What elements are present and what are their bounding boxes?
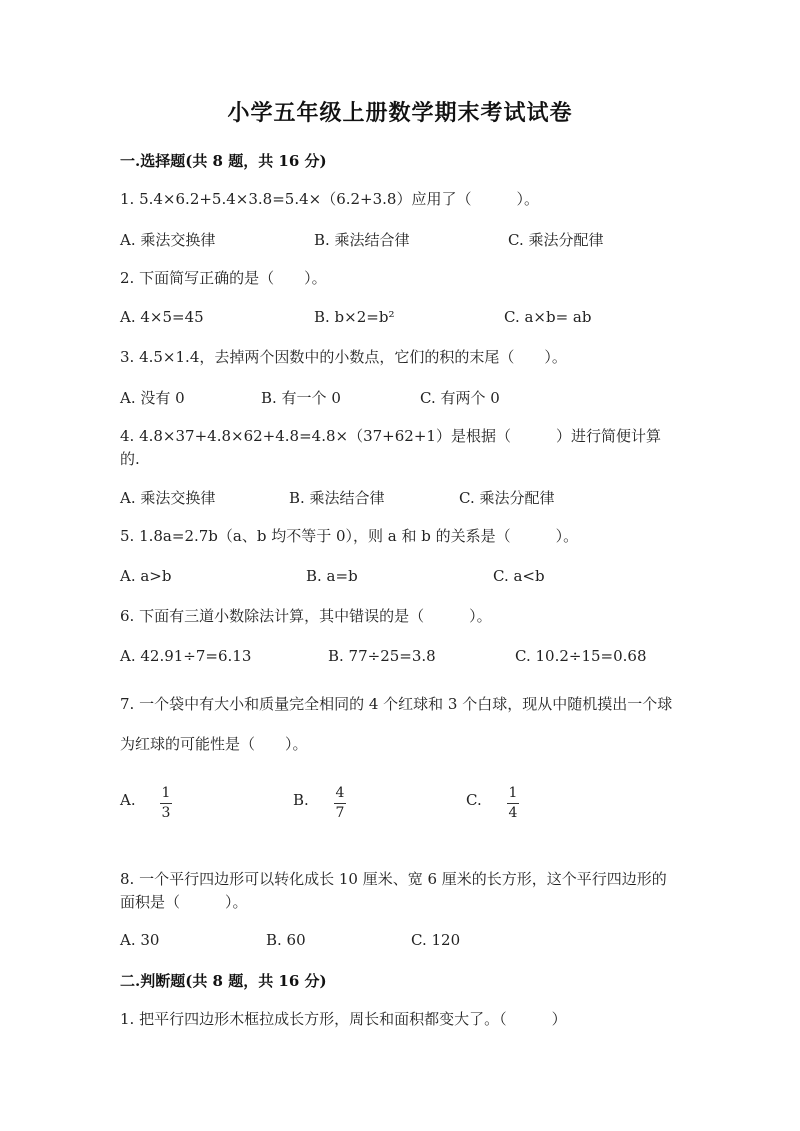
question-5: 5. 1.8a=2.7b（a、b 均不等于 0），则 a 和 b 的关系是（ ）。 (120, 527, 579, 545)
fraction-bar (334, 803, 346, 804)
question-6: 6. 下面有三道小数除法计算，其中错误的是（ ）。 (120, 607, 492, 625)
question-6-option-a: A. 42.91÷7=6.13 (120, 647, 252, 665)
fraction-four-sevenths (334, 786, 346, 821)
question-7-option-b: B. (293, 791, 309, 809)
section-heading-judgement: 二.判断题(共 8 题，共 16 分) (120, 972, 327, 990)
question-3: 3. 4.5×1.4，去掉两个因数中的小数点，它们的积的末尾（ ）。 (120, 348, 567, 366)
fraction-numerator: 1 (161, 785, 171, 801)
fraction-denominator: 3 (161, 805, 171, 821)
question-4: 4. 4.8×37+4.8×62+4.8=4.8×（37+62+1）是根据（ ）进行简便计算的. (120, 427, 661, 468)
question-3-option-a: A. 没有 0 (120, 389, 185, 407)
question-8: 8. 一个平行四边形可以转化成长 10 厘米、宽 6 厘米的长方形，这个平行四边形的面积是（ ）。 (120, 870, 667, 911)
fraction-numerator: 4 (335, 785, 345, 801)
question-1: 1. 5.4×6.2+5.4×3.8=5.4×（6.2+3.8）应用了（ ）。 (120, 190, 539, 208)
question-5-option-b: B. a=b (306, 567, 358, 585)
question-4-option-c: C. 乘法分配律 (459, 489, 555, 507)
fraction-denominator: 7 (335, 805, 345, 821)
question-7-option-a: A. (120, 791, 136, 809)
question-7: 7. 一个袋中有大小和质量完全相同的 4 个红球和 3 个白球，现从中随机摸出一个球为红球的可能性是（ ）。 (120, 695, 673, 753)
question-3-option-b: B. 有一个 0 (261, 389, 341, 407)
fraction-one-third (160, 786, 172, 821)
question-4-option-b: B. 乘法结合律 (289, 489, 385, 507)
page-title: 小学五年级上册数学期末考试试卷 (227, 100, 573, 126)
question-3-option-c: C. 有两个 0 (420, 389, 500, 407)
question-1-option-c: C. 乘法分配律 (508, 231, 604, 249)
judgement-question-1: 1. 把平行四边形木框拉成长方形，周长和面积都变大了。（ ） (120, 1010, 567, 1028)
question-2-option-a: A. 4×5=45 (120, 308, 204, 326)
question-2: 2. 下面简写正确的是（ ）。 (120, 269, 327, 287)
question-1-option-a: A. 乘法交换律 (120, 231, 216, 249)
question-2-option-b: B. b×2=b² (314, 308, 395, 326)
question-5-option-a: A. a>b (120, 567, 172, 585)
question-8-option-b: B. 60 (266, 931, 306, 949)
question-2-option-c: C. a×b= ab (504, 308, 592, 326)
question-4-option-a: A. 乘法交换律 (120, 489, 216, 507)
question-8-option-a: A. 30 (120, 931, 160, 949)
fraction-bar (507, 803, 519, 804)
fraction-denominator: 4 (508, 805, 518, 821)
section-heading-choice: 一.选择题(共 8 题，共 16 分) (120, 152, 327, 170)
question-1-option-b: B. 乘法结合律 (314, 231, 410, 249)
fraction-bar (160, 803, 172, 804)
fraction-numerator: 1 (508, 785, 518, 801)
fraction-one-quarter (507, 786, 519, 821)
question-7-option-c: C. (466, 791, 482, 809)
question-6-option-b: B. 77÷25=3.8 (328, 647, 436, 665)
question-5-option-c: C. a<b (493, 567, 545, 585)
question-6-option-c: C. 10.2÷15=0.68 (515, 647, 647, 665)
question-8-option-c: C. 120 (411, 931, 461, 949)
